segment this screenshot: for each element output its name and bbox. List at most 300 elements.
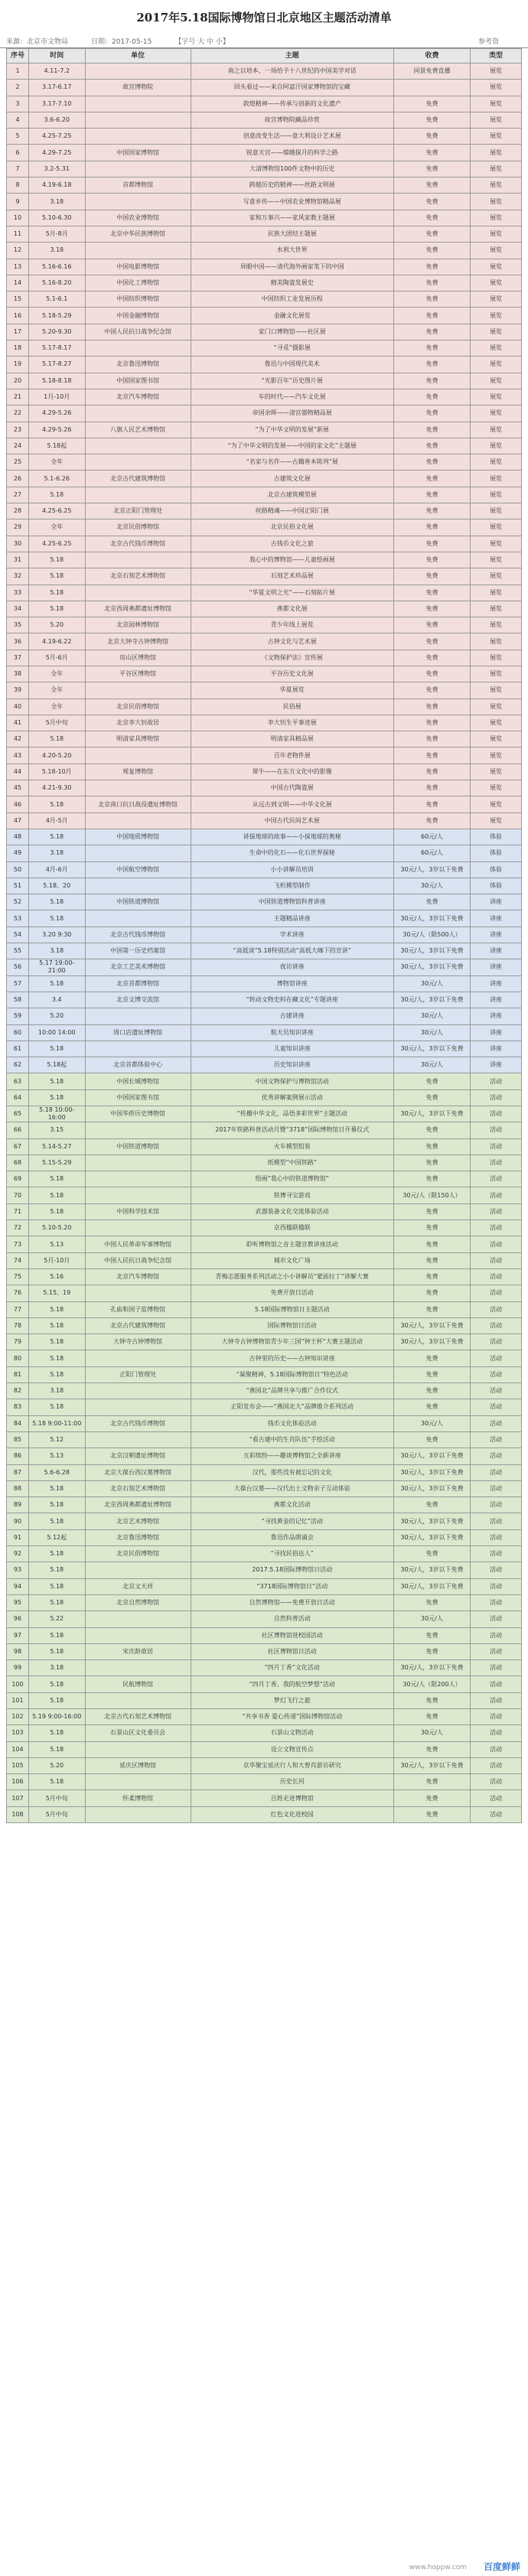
cell-type: 展览 xyxy=(471,747,522,764)
cell-theme: 从远古到文明——中华文化展 xyxy=(191,796,393,813)
table-row xyxy=(7,536,522,552)
cell-type: 讲座 xyxy=(471,992,522,1008)
col-header-unit: 单位 xyxy=(85,49,191,64)
cell-unit: 中国人民抗日战争纪念馆 xyxy=(85,1252,191,1268)
cell-fee: 免费 xyxy=(393,503,470,519)
cell-time: 3.4 xyxy=(28,992,85,1008)
cell-unit xyxy=(85,96,191,112)
cell-theme: 自然科普活动 xyxy=(191,1611,393,1627)
cell-type: 展览 xyxy=(471,780,522,796)
cell-theme: 武器装备文化交流体验活动 xyxy=(191,1203,393,1220)
cell-time: 5.17 19:00-21:00 xyxy=(28,959,85,975)
cell-type: 讲座 xyxy=(471,894,522,910)
cell-type: 展览 xyxy=(471,487,522,503)
cell-time: 5.18 xyxy=(28,1089,85,1106)
cell-time: 3.2-5.31 xyxy=(28,161,85,177)
cell-theme: 金融文化展览 xyxy=(191,308,393,324)
cell-no: 17 xyxy=(7,324,29,340)
table-row xyxy=(7,324,522,340)
cell-no: 68 xyxy=(7,1154,29,1171)
cell-fee: 免费 xyxy=(393,1594,470,1610)
cell-type: 活动 xyxy=(471,1806,522,1822)
cell-theme: 学术讲座 xyxy=(191,927,393,943)
table-row xyxy=(7,1562,522,1578)
cell-theme: 《文物保护法》宣传展 xyxy=(191,650,393,666)
cell-time: 5.13 xyxy=(28,1448,85,1464)
cell-fee: 免费 xyxy=(393,699,470,715)
cell-type: 展览 xyxy=(471,389,522,405)
table-row xyxy=(7,585,522,601)
cell-fee: 免费 xyxy=(393,389,470,405)
cell-fee: 免费 xyxy=(393,780,470,796)
table-row xyxy=(7,1627,522,1643)
cell-theme: 石刻艺术珍品展 xyxy=(191,568,393,585)
cell-time: 5.1-6.26 xyxy=(28,471,85,487)
cell-type: 讲座 xyxy=(471,1040,522,1057)
cell-type: 活动 xyxy=(471,1497,522,1513)
cell-time: 5.16-8.20 xyxy=(28,275,85,291)
cell-no: 89 xyxy=(7,1497,29,1513)
cell-theme: 燕都文化活动 xyxy=(191,1497,393,1513)
table-row xyxy=(7,340,522,357)
cell-time: 4.25-6.25 xyxy=(28,503,85,519)
cell-theme: 中国纺织工业发展历程 xyxy=(191,291,393,308)
table-row xyxy=(7,1448,522,1464)
cell-unit: 北京古代建筑博物馆 xyxy=(85,471,191,487)
cell-unit: 北京汽车博物馆 xyxy=(85,389,191,405)
font-size-control[interactable]: 【字号 大 中 小】 xyxy=(174,37,230,46)
cell-time: 5.18-5.29 xyxy=(28,308,85,324)
table-row xyxy=(7,1725,522,1741)
cell-fee: 免费 xyxy=(393,715,470,731)
cell-theme: “华夏文明之光”——石刻拓片展 xyxy=(191,585,393,601)
cell-type: 活动 xyxy=(471,1431,522,1448)
table-row xyxy=(7,975,522,992)
cell-fee: 免费 xyxy=(393,617,470,633)
cell-unit: 北京古代建筑博物馆 xyxy=(85,1317,191,1334)
cell-fee: 30元/人，3岁以下免费 xyxy=(393,943,470,959)
cell-fee: 免费 xyxy=(393,405,470,422)
cell-unit xyxy=(85,1008,191,1024)
cell-unit xyxy=(85,64,191,80)
cell-unit xyxy=(85,405,191,422)
table-row xyxy=(7,845,522,861)
table-row xyxy=(7,1138,522,1154)
cell-fee: 免费 xyxy=(393,1383,470,1399)
cell-theme: 中国古代陶瓷展 xyxy=(191,780,393,796)
table-row xyxy=(7,1415,522,1431)
cell-theme: 大清博物馆100件文物中的历史 xyxy=(191,161,393,177)
cell-theme: 我心中的博物馆——儿童绘画展 xyxy=(191,552,393,568)
cell-type: 活动 xyxy=(471,1350,522,1366)
cell-type: 展览 xyxy=(471,64,522,80)
cell-fee: 免费 xyxy=(393,145,470,161)
cell-unit: 北京民俗博物馆 xyxy=(85,699,191,715)
cell-type: 展览 xyxy=(471,715,522,731)
cell-unit: 中国人民革命军事博物馆 xyxy=(85,1236,191,1252)
cell-theme: “共享书香 爱心传递”国际博物馆活动 xyxy=(191,1708,393,1724)
cell-no: 77 xyxy=(7,1301,29,1317)
cell-time: 4.19-6.22 xyxy=(28,633,85,650)
cell-time: 5.15-5.29 xyxy=(28,1154,85,1171)
cell-no: 53 xyxy=(7,910,29,927)
cell-fee: 30元/人，3岁以下免费 xyxy=(393,1317,470,1334)
cell-time: 5.6-6.28 xyxy=(28,1464,85,1480)
cell-unit xyxy=(85,1562,191,1578)
cell-theme: 国际博物馆日活动 xyxy=(191,1317,393,1334)
cell-no: 76 xyxy=(7,1285,29,1301)
cell-time: 全年 xyxy=(28,699,85,715)
table-row xyxy=(7,1268,522,1285)
cell-theme: 纸模型“中国铁路” xyxy=(191,1154,393,1171)
cell-unit: 北京民俗博物馆 xyxy=(85,519,191,536)
cell-unit: 石景山区文化委员会 xyxy=(85,1725,191,1741)
cell-type: 活动 xyxy=(471,1220,522,1236)
cell-fee: 免费 xyxy=(393,731,470,747)
cell-fee: 免费 xyxy=(393,1806,470,1822)
cell-theme: 古钟里的历史——古钟知识讲座 xyxy=(191,1350,393,1366)
cell-theme: 家门口博物馆——社区展 xyxy=(191,324,393,340)
table-row xyxy=(7,64,522,80)
table-row xyxy=(7,1529,522,1545)
table-row xyxy=(7,1513,522,1529)
cell-no: 21 xyxy=(7,389,29,405)
cell-type: 展览 xyxy=(471,357,522,373)
cell-unit: 中国农业博物馆 xyxy=(85,210,191,226)
cell-time: 1月-10月 xyxy=(28,389,85,405)
cell-theme: 跨越历史的精神——丝路文明展 xyxy=(191,177,393,194)
cell-time: 5.18 xyxy=(28,1546,85,1562)
cell-time: 全年 xyxy=(28,682,85,699)
cell-no: 79 xyxy=(7,1334,29,1350)
cell-unit: 中国国家图书馆 xyxy=(85,373,191,389)
cell-no: 54 xyxy=(7,927,29,943)
cell-fee: 免费 xyxy=(393,796,470,813)
cell-fee: 60元/人 xyxy=(393,829,470,845)
cell-type: 展览 xyxy=(471,324,522,340)
cell-time: 5.10-5.20 xyxy=(28,1220,85,1236)
cell-theme: 百年老物件展 xyxy=(191,747,393,764)
cell-no: 39 xyxy=(7,682,29,699)
cell-fee: 30元/人，3岁以下免费 xyxy=(393,1334,470,1350)
cell-fee: 免费 xyxy=(393,650,470,666)
cell-time: 5.18 xyxy=(28,1317,85,1334)
cell-unit xyxy=(85,194,191,210)
cell-theme: 古建讲座 xyxy=(191,1008,393,1024)
table-row xyxy=(7,650,522,666)
cell-type: 讲座 xyxy=(471,910,522,927)
cell-fee: 免费 xyxy=(393,1774,470,1790)
footer-strip xyxy=(0,2556,528,2576)
cell-unit xyxy=(85,1806,191,1822)
cell-type: 展览 xyxy=(471,471,522,487)
cell-no: 58 xyxy=(7,992,29,1008)
cell-time: 5.18 xyxy=(28,894,85,910)
document-meta xyxy=(0,34,528,48)
cell-type: 活动 xyxy=(471,1366,522,1382)
cell-theme: 免费开放日活动 xyxy=(191,1285,393,1301)
cell-theme: 小小讲解员培训 xyxy=(191,861,393,878)
cell-fee: 30元/人（限500人） xyxy=(393,927,470,943)
cell-time: 5.18 xyxy=(28,1187,85,1203)
cell-no: 103 xyxy=(7,1725,29,1741)
cell-fee: 30元/人 xyxy=(393,975,470,992)
cell-no: 64 xyxy=(7,1089,29,1106)
table-row xyxy=(7,1122,522,1138)
table-row xyxy=(7,617,522,633)
cell-unit xyxy=(85,1122,191,1138)
cell-unit: 北京古代钱币博物馆 xyxy=(85,536,191,552)
cell-time: 5.17-8.27 xyxy=(28,357,85,373)
cell-type: 展览 xyxy=(471,650,522,666)
cell-theme: 中国古代民间艺术展 xyxy=(191,813,393,829)
cell-unit xyxy=(85,878,191,894)
cell-theme: 车的时代——汽车文化展 xyxy=(191,389,393,405)
cell-type: 展览 xyxy=(471,503,522,519)
table-row xyxy=(7,568,522,585)
cell-type: 展览 xyxy=(471,161,522,177)
cell-unit xyxy=(85,1350,191,1366)
cell-time: 5.20 xyxy=(28,1008,85,1024)
cell-unit: 北京古代石刻艺术博物馆 xyxy=(85,1708,191,1724)
cell-fee: 免费 xyxy=(393,1285,470,1301)
table-row xyxy=(7,682,522,699)
cell-unit xyxy=(85,845,191,861)
cell-no: 38 xyxy=(7,666,29,682)
cell-fee: 免费 xyxy=(393,96,470,112)
cell-time: 5.18 xyxy=(28,1513,85,1529)
cell-unit: 中国电影博物馆 xyxy=(85,259,191,275)
cell-type: 活动 xyxy=(471,1708,522,1724)
cell-fee: 30元/人 xyxy=(393,1024,470,1040)
cell-type: 展览 xyxy=(471,422,522,438)
cell-unit: 北京工艺美术博物馆 xyxy=(85,959,191,975)
cell-theme: 2017.5.18国际博物馆日活动 xyxy=(191,1562,393,1578)
col-header-no: 序号 xyxy=(7,49,29,64)
cell-theme: 锐意天宫——嫦娥探月的科学之路 xyxy=(191,145,393,161)
cell-time: 3.17-7.10 xyxy=(28,96,85,112)
cell-fee: 30元/人，3岁以下免费 xyxy=(393,1513,470,1529)
cell-type: 活动 xyxy=(471,1578,522,1594)
cell-no: 74 xyxy=(7,1252,29,1268)
cell-time: 5.14-5.27 xyxy=(28,1138,85,1154)
cell-theme: 燕都文化展 xyxy=(191,601,393,617)
cell-fee: 30元/人，3岁以下免费 xyxy=(393,861,470,878)
cell-time: 5.18 xyxy=(28,829,85,845)
cell-fee: 30元/人，3岁以下免费 xyxy=(393,1480,470,1496)
cell-theme: 回头看过——来自阿富汗国家博物馆的宝藏 xyxy=(191,80,393,96)
cell-fee: 免费 xyxy=(393,1708,470,1724)
table-row xyxy=(7,1480,522,1496)
cell-unit: 北京古代钱币博物馆 xyxy=(85,927,191,943)
cell-no: 47 xyxy=(7,813,29,829)
cell-theme: “寻觅”摄影展 xyxy=(191,340,393,357)
table-row xyxy=(7,959,522,975)
cell-fee: 30元/人 xyxy=(393,1725,470,1741)
cell-type: 活动 xyxy=(471,1236,522,1252)
cell-type: 展览 xyxy=(471,275,522,291)
cell-unit: 北京大葆台西汉墓博物馆 xyxy=(85,1464,191,1480)
cell-unit: 北京汽车博物馆 xyxy=(85,1268,191,1285)
table-row xyxy=(7,633,522,650)
table-row xyxy=(7,1643,522,1659)
cell-type: 展览 xyxy=(471,552,522,568)
cell-theme: 五彩缤纷——趣谈博物馆之全新讲座 xyxy=(191,1448,393,1464)
cell-type: 展览 xyxy=(471,666,522,682)
cell-time: 4.21-9.30 xyxy=(28,780,85,796)
cell-fee: 30元/人（限200人） xyxy=(393,1676,470,1692)
col-header-theme: 主题 xyxy=(191,49,393,64)
cell-time: 5.18 xyxy=(28,910,85,927)
cell-unit xyxy=(85,243,191,259)
cell-time: 5.13 xyxy=(28,1236,85,1252)
cell-unit: 北京中华民族博物馆 xyxy=(85,226,191,242)
cell-no: 8 xyxy=(7,177,29,194)
cell-theme: 京西楹联楹联 xyxy=(191,1220,393,1236)
cell-unit: 大钟寺古钟博物馆 xyxy=(85,1334,191,1350)
cell-unit: 北京石刻艺术博物馆 xyxy=(85,568,191,585)
table-row xyxy=(7,1057,522,1073)
cell-no: 100 xyxy=(7,1676,29,1692)
cell-time: 4.29-5.26 xyxy=(28,405,85,422)
cell-fee: 30元/人 xyxy=(393,1611,470,1627)
cell-unit: 中国纺织博物馆 xyxy=(85,291,191,308)
cell-theme: 古建筑文化展 xyxy=(191,471,393,487)
cell-fee: 免费 xyxy=(393,243,470,259)
table-row xyxy=(7,1578,522,1594)
cell-theme: “光影百年”历史图片展 xyxy=(191,373,393,389)
cell-fee: 免费 xyxy=(393,194,470,210)
cell-theme: “四月丁香”文化活动 xyxy=(191,1660,393,1676)
table-row xyxy=(7,1366,522,1382)
cell-type: 展览 xyxy=(471,519,522,536)
table-row xyxy=(7,1236,522,1252)
watermark-logo: 百度鲜鲜 xyxy=(483,2561,520,2572)
cell-fee: 免费 xyxy=(393,568,470,585)
cell-unit: 北京鲁迅博物馆 xyxy=(85,1529,191,1545)
table-row xyxy=(7,1024,522,1040)
cell-type: 展览 xyxy=(471,259,522,275)
cell-theme: “3718国际博物馆日”活动 xyxy=(191,1578,393,1594)
cell-no: 59 xyxy=(7,1008,29,1024)
cell-type: 活动 xyxy=(471,1073,522,1089)
cell-time: 5.12起 xyxy=(28,1529,85,1545)
cell-no: 49 xyxy=(7,845,29,861)
cell-theme: 写意乡传——中国农业博物馆精品展 xyxy=(191,194,393,210)
cell-fee: 免费 xyxy=(393,585,470,601)
cell-fee: 免费 xyxy=(393,1301,470,1317)
cell-fee: 免费 xyxy=(393,764,470,780)
cell-no: 28 xyxy=(7,503,29,519)
cell-type: 展览 xyxy=(471,194,522,210)
cell-type: 活动 xyxy=(471,1741,522,1757)
cell-unit: 中国铁道博物馆 xyxy=(85,1138,191,1154)
table-row xyxy=(7,210,522,226)
cell-theme: 京华聚宝延庆行人和大曾肖游访研究 xyxy=(191,1757,393,1773)
table-row xyxy=(7,894,522,910)
table-row xyxy=(7,552,522,568)
cell-type: 活动 xyxy=(471,1317,522,1334)
cell-type: 讲座 xyxy=(471,975,522,992)
cell-type: 展览 xyxy=(471,633,522,650)
table-row xyxy=(7,487,522,503)
cell-time: 5.18 xyxy=(28,1594,85,1610)
cell-fee: 30元/人，3岁以下免费 xyxy=(393,1578,470,1594)
table-row xyxy=(7,1350,522,1366)
cell-theme: “传播中华文化，品悟多彩世界”主题活动 xyxy=(191,1106,393,1122)
cell-time: 5.18 xyxy=(28,585,85,601)
table-row xyxy=(7,1692,522,1708)
cell-time: 全年 xyxy=(28,666,85,682)
cell-fee: 免费 xyxy=(393,357,470,373)
cell-fee: 免费 xyxy=(393,1692,470,1708)
cell-unit: 北京古代钱币博物馆 xyxy=(85,1415,191,1431)
cell-time: 5.18 xyxy=(28,1366,85,1382)
cell-time: 5月-6月 xyxy=(28,650,85,666)
cell-theme: 精美陶瓷发展史 xyxy=(191,275,393,291)
cell-fee: 免费 xyxy=(393,308,470,324)
cell-theme: 大葆台汉墓——汉代出土文物亲子互动体验 xyxy=(191,1480,393,1496)
cell-no: 72 xyxy=(7,1220,29,1236)
cell-fee: 免费 xyxy=(393,747,470,764)
cell-unit xyxy=(85,1431,191,1448)
cell-no: 14 xyxy=(7,275,29,291)
cell-fee: 免费 xyxy=(393,471,470,487)
cell-time: 5.18 xyxy=(28,487,85,503)
cell-time: 5.18 xyxy=(28,1203,85,1220)
cell-no: 83 xyxy=(7,1399,29,1415)
table-row xyxy=(7,910,522,927)
cell-time: 5.20-9.30 xyxy=(28,324,85,340)
cell-theme: 民族大团结主题展 xyxy=(191,226,393,242)
table-row xyxy=(7,145,522,161)
cell-type: 活动 xyxy=(471,1187,522,1203)
cell-type: 活动 xyxy=(471,1562,522,1578)
cell-type: 讲座 xyxy=(471,927,522,943)
cell-unit: 延庆区博物馆 xyxy=(85,1757,191,1773)
cell-time: 4月-5月 xyxy=(28,813,85,829)
cell-time: 3.6-6.20 xyxy=(28,112,85,128)
table-row xyxy=(7,731,522,747)
cell-time: 5.18 xyxy=(28,731,85,747)
cell-type: 活动 xyxy=(471,1171,522,1187)
cell-type: 活动 xyxy=(471,1594,522,1610)
cell-unit: 房山区博物馆 xyxy=(85,650,191,666)
cell-fee: 免费 xyxy=(393,552,470,568)
cell-no: 50 xyxy=(7,861,29,878)
cell-fee: 免费 xyxy=(393,1138,470,1154)
cell-no: 33 xyxy=(7,585,29,601)
cell-time: 3.15 xyxy=(28,1122,85,1138)
cell-type: 展览 xyxy=(471,145,522,161)
cell-time: 5.18 xyxy=(28,1741,85,1757)
cell-time: 5月中旬 xyxy=(28,715,85,731)
cell-fee: 免费 xyxy=(393,1268,470,1285)
table-row xyxy=(7,1806,522,1822)
cell-fee: 免费 xyxy=(393,1236,470,1252)
cell-fee: 30元/人，3岁以下免费 xyxy=(393,1562,470,1578)
cell-theme: “寻找民俗达人” xyxy=(191,1546,393,1562)
cell-theme: 历史长河 xyxy=(191,1774,393,1790)
cell-type: 活动 xyxy=(471,1774,522,1790)
cell-fee: 免费 xyxy=(393,129,470,145)
cell-theme: “燕国北”品牌共享与推广合作仪式 xyxy=(191,1383,393,1399)
events-table xyxy=(6,48,522,1823)
cell-time: 5.16-6.16 xyxy=(28,259,85,275)
cell-fee: 免费 xyxy=(393,1350,470,1366)
table-row xyxy=(7,357,522,373)
cell-time: 5.18 xyxy=(28,1692,85,1708)
